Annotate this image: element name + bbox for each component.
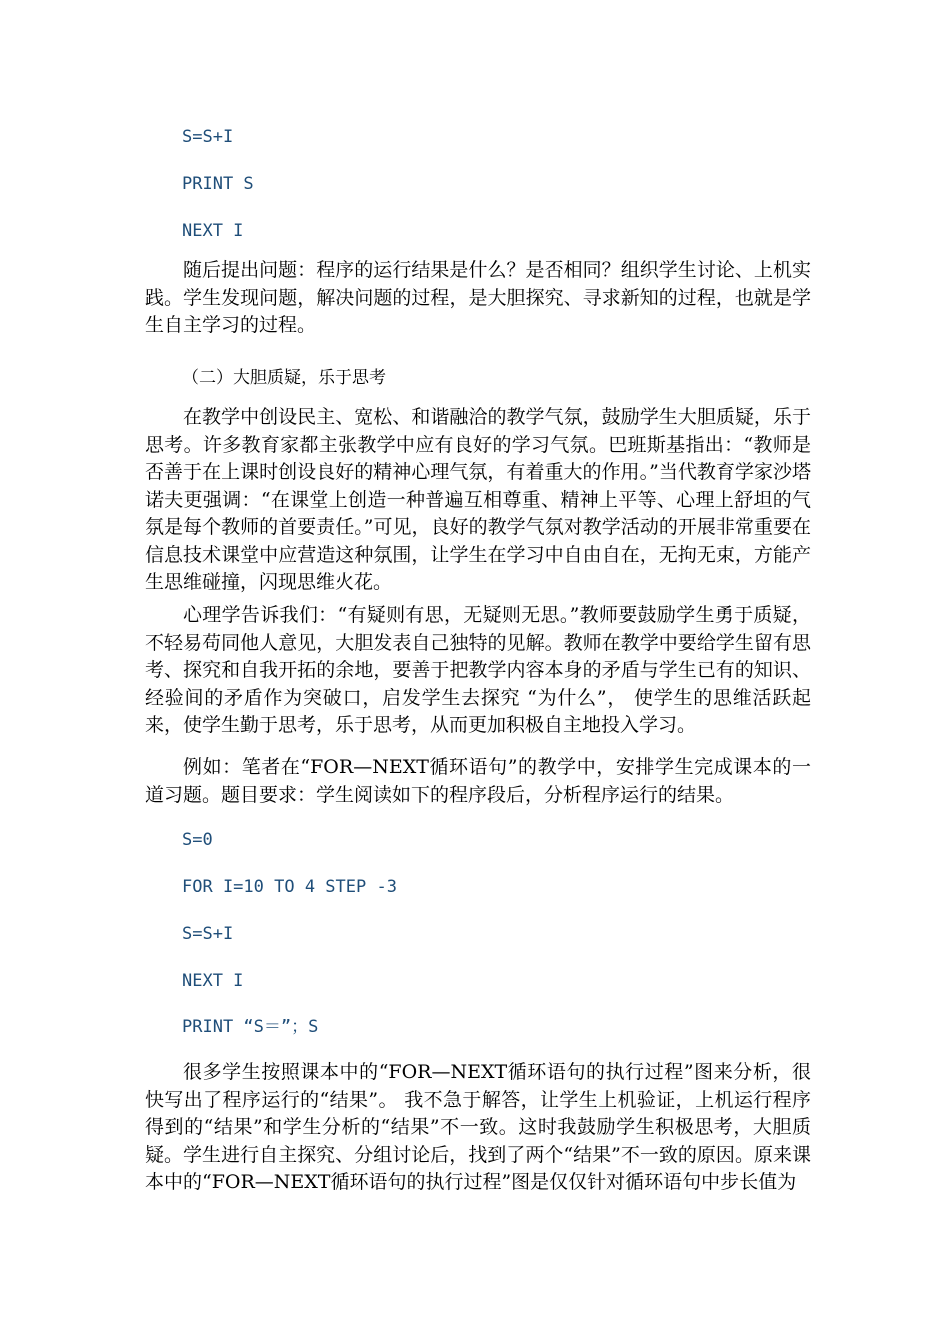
code-line: NEXT I: [182, 971, 244, 991]
code-line: PRINT “S＝”；S: [182, 1017, 319, 1037]
code-line: S=S+I: [182, 924, 234, 944]
paragraph-3: 心理学告诉我们：“有疑则有思，无疑则无思。”教师要鼓励学生勇于质疑，不轻易苟同他人意见，大胆发表自己独特的见解。教师在教学中要给学生留有思考、探究和自我开拓的余地，要善于把教学内容本身的矛盾与学生已有的知识、经验间的矛盾作为突破口，启发学生去探究 “为什么”， 使学生的思维活跃起来，使学生勤于思考，乐于思考，从而更加积极自主地投入学习。: [145, 604, 811, 736]
paragraph-2: 在教学中创设民主、宽松、和谐融洽的教学气氛，鼓励学生大胆质疑，乐于思考。许多教育家都主张教学中应有良好的学习气氛。巴班斯基指出：“教师是否善于在上课时创设良好的精神心理气氛，有着重大的作用。”当代教育学家沙塔诺夫更强调：“在课堂上创造一种普遍互相尊重、精神上平等、心理上舒坦的气氛是每个教师的首要责任。”可见，良好的教学气氛对教学活动的开展非常重要在信息技术课堂中应营造这种氛围，让学生在学习中自由自在，无拘无束，方能产生思维碰撞，闪现思维火花。: [145, 406, 811, 593]
code-line: FOR I=10 TO 4 STEP -3: [182, 877, 397, 897]
paragraph-4: 例如：笔者在“FOR—NEXT循环语句”的教学中，安排学生完成课本的一道习题。题目要求：学生阅读如下的程序段后，分析程序运行的结果。: [145, 756, 811, 806]
code-line: PRINT S: [182, 174, 254, 194]
code-line: S=0: [182, 830, 213, 850]
code-line: NEXT I: [182, 221, 244, 241]
paragraph-5: 很多学生按照课本中的“FOR—NEXT循环语句的执行过程”图来分析，很快写出了程序运行的“结果”。 我不急于解答，让学生上机验证，上机运行程序得到的“结果”和学生分析的“结果”不一致。这时我鼓励学生积极思考，大胆质疑。学生进行自主探究、分组讨论后，找到了两个“结果”不一致的原因。原来课本中的“FOR—NEXT循环语句的执行过程”图是仅仅针对循环语句中步长值为: [145, 1061, 811, 1193]
paragraph-1: 随后提出问题：程序的运行结果是什么？是否相同？组织学生讨论、上机实践。学生发现问题，解决问题的过程，是大胆探究、寻求新知的过程，也就是学生自主学习的过程。: [145, 259, 811, 336]
code-line: S=S+I: [182, 127, 234, 147]
section-heading: （二）大胆质疑，乐于思考: [182, 368, 386, 388]
